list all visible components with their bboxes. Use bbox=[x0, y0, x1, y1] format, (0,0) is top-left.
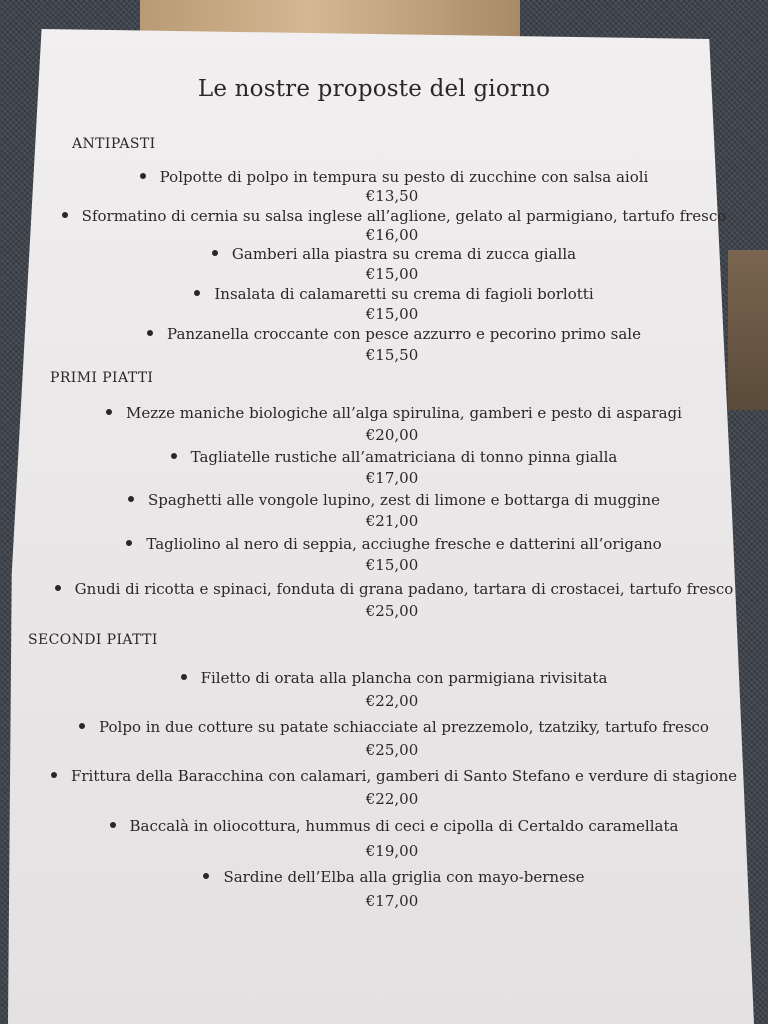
dish-price: €19,00 bbox=[365, 842, 419, 860]
dish-price: €22,00 bbox=[365, 692, 419, 710]
dish-item bbox=[0, 404, 748, 422]
bullet-icon bbox=[106, 409, 112, 415]
bullet-icon bbox=[147, 330, 153, 336]
dish-price: €21,00 bbox=[365, 512, 419, 530]
bullet-icon bbox=[140, 173, 146, 179]
dish-name: Tagliatelle rustiche all’amatriciana di tonno pinna gialla bbox=[190, 448, 618, 466]
dish-name: Gnudi di ricotta e spinaci, fonduta di grana padano, tartara di crostacei, tartufo fresco bbox=[74, 580, 734, 598]
dish-price: €22,00 bbox=[365, 790, 419, 808]
bullet-icon bbox=[51, 772, 57, 778]
dish-price: €13,50 bbox=[365, 187, 419, 205]
dish-name: Polpotte di polpo in tempura su pesto di zucchine con salsa aioli bbox=[159, 168, 649, 186]
dish-price: €15,50 bbox=[365, 346, 419, 364]
dish-name: Mezze maniche biologiche all’alga spirulina, gamberi e pesto di asparagi bbox=[126, 404, 682, 422]
dish-name: Polpo in due cotture su patate schiacciate al prezzemolo, tzatziky, tartufo fresco bbox=[99, 718, 709, 736]
dish-item bbox=[0, 817, 748, 835]
dish-price: €15,00 bbox=[365, 556, 419, 574]
dish-price: €25,00 bbox=[365, 602, 419, 620]
dish-item bbox=[0, 767, 748, 785]
menu-title: Le nostre proposte del giorno bbox=[197, 76, 551, 102]
dish-name: Filetto di orata alla plancha con parmigiana rivisitata bbox=[200, 669, 608, 687]
section-heading-secondi-piatti: SECONDI PIATTI bbox=[28, 632, 158, 648]
section-heading-primi-piatti: PRIMI PIATTI bbox=[50, 370, 154, 386]
bullet-icon bbox=[212, 250, 218, 256]
bullet-icon bbox=[203, 873, 209, 879]
dish-item bbox=[0, 868, 748, 886]
bullet-icon bbox=[171, 453, 177, 459]
dish-price: €20,00 bbox=[365, 426, 419, 444]
dish-item bbox=[0, 580, 748, 598]
dish-name: Sformatino di cernia su salsa inglese all’aglione, gelato al parmigiano, tartufo fresco bbox=[81, 207, 727, 225]
section-heading-antipasti: ANTIPASTI bbox=[72, 136, 156, 152]
dish-name: Baccalà in oliocottura, hummus di ceci e cipolla di Certaldo caramellata bbox=[129, 817, 679, 835]
dish-item bbox=[0, 535, 748, 553]
dish-name: Frittura della Baracchina con calamari, gamberi di Santo Stefano e verdure di stagione bbox=[70, 767, 738, 785]
bullet-icon bbox=[126, 540, 132, 546]
dish-item bbox=[0, 325, 748, 343]
dish-item bbox=[0, 285, 748, 303]
dish-item bbox=[0, 245, 748, 263]
dish-name: Gamberi alla piastra su crema di zucca gialla bbox=[231, 245, 577, 263]
dish-item bbox=[0, 207, 748, 225]
dish-item bbox=[0, 448, 748, 466]
dish-item bbox=[0, 168, 748, 186]
bullet-icon bbox=[55, 585, 61, 591]
dish-name: Tagliolino al nero di seppia, acciughe fresche e datterini all’origano bbox=[146, 535, 662, 553]
dish-item bbox=[0, 491, 748, 509]
bullet-icon bbox=[110, 822, 116, 828]
dish-price: €17,00 bbox=[365, 892, 419, 910]
dish-price: €15,00 bbox=[365, 305, 419, 323]
dish-price: €16,00 bbox=[365, 226, 419, 244]
dish-name: Panzanella croccante con pesce azzurro e pecorino primo sale bbox=[167, 325, 641, 343]
bullet-icon bbox=[79, 723, 85, 729]
dish-price: €15,00 bbox=[365, 265, 419, 283]
bullet-icon bbox=[62, 212, 68, 218]
dish-name: Sardine dell’Elba alla griglia con mayo-bernese bbox=[223, 868, 585, 886]
dish-name: Spaghetti alle vongole lupino, zest di limone e bottarga di muggine bbox=[147, 491, 661, 509]
bullet-icon bbox=[128, 496, 134, 502]
bullet-icon bbox=[194, 290, 200, 296]
dish-item bbox=[0, 718, 748, 736]
dish-price: €17,00 bbox=[365, 469, 419, 487]
dish-item bbox=[0, 669, 748, 687]
bullet-icon bbox=[181, 674, 187, 680]
dish-name: Insalata di calamaretti su crema di fagioli borlotti bbox=[214, 285, 594, 303]
dish-price: €25,00 bbox=[365, 741, 419, 759]
